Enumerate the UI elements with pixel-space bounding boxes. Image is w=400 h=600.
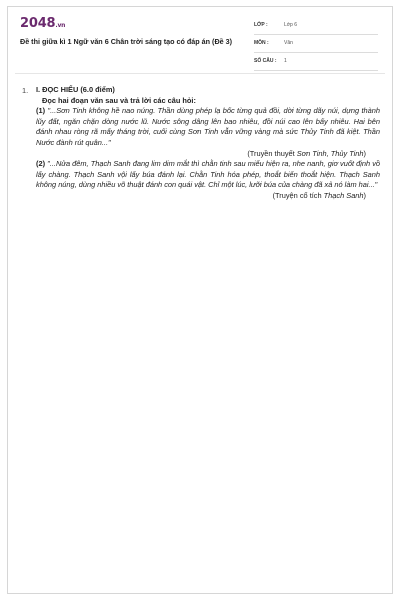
passage-1-label: (1) [36, 106, 46, 116]
meta-label-question-count: SỐ CÂU : [254, 58, 277, 64]
meta-row-subject [254, 37, 378, 53]
question-body [36, 85, 380, 202]
passage-2-label: (2) [36, 159, 46, 169]
site-logo[interactable] [20, 16, 65, 31]
meta-row-class [254, 19, 378, 35]
header-divider [15, 73, 385, 74]
passage-2-text: "...Nửa đêm, Thạch Sanh đang lim dim mắt thì chằn tinh sau miếu hiện ra, nhe nanh, giơ vuốt định vồ lấy chàng. Thạch Sanh vội lấy búa đánh lại. Chằn Tinh hóa phép, thoắt biến thoắt hiện. Thạch Sanh không núng, dùng nhiều võ thuật đánh con quái vật. Chỉ một lúc, lưỡi búa của chàng đã xả nó làm hai..." [36, 159, 380, 190]
passage-2 [36, 159, 380, 191]
passage-1-source [36, 149, 380, 160]
instruction-text: Đọc hai đoạn văn sau và trả lời các câu hỏi: [42, 95, 196, 105]
passage-1 [36, 106, 380, 148]
meta-value-question-count: 1 [284, 58, 287, 64]
document-meta [254, 19, 378, 73]
document-page [7, 6, 393, 594]
meta-value-class: Lớp 6 [284, 22, 298, 28]
meta-row-question-count [254, 55, 378, 71]
passage-2-source-prefix: (Truyện cổ tích [272, 190, 324, 200]
document-title: Đề thi giữa kì 1 Ngữ văn 6 Chân trời sáng tạo có đáp án (Đề 3) [20, 37, 233, 46]
meta-label-class: LỚP : [254, 22, 268, 28]
passage-1-text: "...Sơn Tinh không hề nao núng. Thần dùng phép lạ bốc từng quả đồi, dời từng dãy núi, dựng thành lũy đất, ngăn chặn dòng nước lũ. Nước sông dâng lên bao nhiêu, đồi núi cao lên bấy nhiêu. Hai bên đánh nhau ròng rã mấy tháng trời, cuối cùng Sơn Tinh vẫn vững vàng mà sức Thủy Tinh đã kiệt. Thần Nước đành rút quân..." [36, 106, 380, 147]
passage-1-source-suffix: ) [363, 148, 366, 158]
meta-value-subject: Văn [284, 40, 293, 46]
passage-1-source-title: Sơn Tinh, Thủy Tinh [296, 148, 364, 158]
section-title: I. ĐỌC HIỂU (6.0 điểm) [36, 85, 115, 94]
meta-label-subject: MÔN : [254, 40, 269, 46]
passage-1-source-prefix: (Truyền thuyết [247, 148, 297, 158]
question-content [20, 85, 380, 202]
question-number: 1. [22, 86, 29, 95]
logo-tld: .vn [55, 22, 66, 29]
logo-text: 2048 [20, 16, 56, 31]
passage-2-source [36, 191, 380, 202]
passage-2-source-suffix: ) [363, 190, 366, 200]
passage-2-source-title: Thạch Sanh [323, 190, 364, 200]
